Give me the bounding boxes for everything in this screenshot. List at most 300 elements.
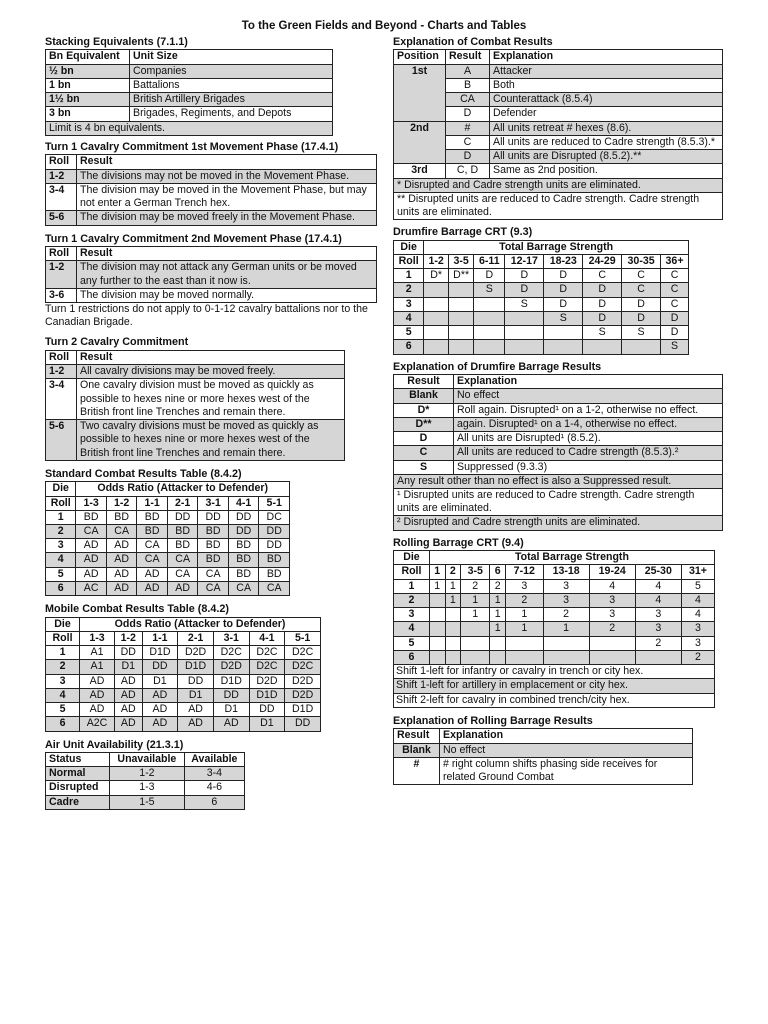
drumfire-expl-table <box>393 374 723 531</box>
table-cell: Roll again. Disrupted¹ on a 1-2, otherwise no effect. <box>454 403 723 417</box>
table-cell <box>429 593 445 607</box>
table-cell: 2 <box>635 636 681 650</box>
table-cell: S <box>394 460 454 474</box>
table-header: Roll <box>46 155 77 169</box>
table-cell: 1-2 <box>110 767 185 781</box>
table-cell: 1 <box>445 579 461 593</box>
table-cell: 2 <box>490 579 506 593</box>
table-cell: BD <box>259 567 290 581</box>
table-cell: No effect <box>454 389 723 403</box>
table-cell: S <box>544 311 583 325</box>
column-header: 1-2 <box>106 496 137 510</box>
table-cell: C <box>622 269 661 283</box>
table-cell: CA <box>198 581 229 595</box>
drumfire-expl-title: Explanation of Drumfire Barrage Results <box>393 360 602 373</box>
table-cell: 1½ bn <box>46 93 130 107</box>
table-cell: A1 <box>80 660 115 674</box>
table-cell: D1D <box>142 646 178 660</box>
table-cell: AD <box>106 567 137 581</box>
table-cell: 3-4 <box>46 183 77 210</box>
table-cell: Defender <box>490 107 723 121</box>
table-cell: S <box>622 326 661 340</box>
table-cell: 3 <box>505 579 543 593</box>
table-cell: 1 <box>394 579 430 593</box>
rolling-table <box>393 550 715 708</box>
table-cell: D <box>622 297 661 311</box>
table-header: Result <box>394 375 454 389</box>
table-cell: D <box>622 311 661 325</box>
table-cell <box>490 636 506 650</box>
table-cell: CA <box>446 93 490 107</box>
cav3-table <box>45 350 345 461</box>
column-header: 25-30 <box>635 565 681 579</box>
table-cell: All cavalry divisions may be moved freely. <box>77 365 345 379</box>
table-cell: AD <box>142 703 178 717</box>
table-cell: C <box>622 283 661 297</box>
table-cell: 5 <box>394 326 424 340</box>
table-cell: Same as 2nd position. <box>490 164 723 178</box>
table-cell: 1-2 <box>46 169 77 183</box>
table-note: Any result other than no effect is also a Suppressed result. <box>394 474 723 488</box>
column-header: 1 <box>429 565 445 579</box>
column-header: 36+ <box>661 255 689 269</box>
table-cell: 5 <box>681 579 714 593</box>
cav1-table <box>45 154 377 225</box>
table-cell <box>505 326 544 340</box>
table-cell: D <box>474 269 505 283</box>
table-header: Die <box>46 482 76 496</box>
table-header: Roll <box>394 255 424 269</box>
column-header: 7-12 <box>505 565 543 579</box>
std-crt-title: Standard Combat Results Table (8.4.2) <box>45 467 242 480</box>
table-cell: The division may be moved in the Movement Phase, but may not enter a German Trench hex. <box>77 183 377 210</box>
table-cell: 2 <box>394 283 424 297</box>
table-cell: 3 <box>46 674 80 688</box>
table-cell: 3 <box>394 297 424 311</box>
column-header: 24-29 <box>583 255 622 269</box>
table-cell: BD <box>228 567 259 581</box>
table-cell <box>429 636 445 650</box>
cav1-title: Turn 1 Cavalry Commitment 1st Movement Phase (17.4.1) <box>45 140 339 153</box>
rolling-title: Rolling Barrage CRT (9.4) <box>393 536 524 549</box>
table-cell: CA <box>137 539 168 553</box>
mob-crt-table <box>45 617 321 732</box>
table-cell: D <box>394 432 454 446</box>
column-header: 18-23 <box>544 255 583 269</box>
table-cell <box>543 636 589 650</box>
table-cell: 3 <box>46 539 76 553</box>
table-cell: 2 <box>589 622 635 636</box>
table-cell: DD <box>167 510 198 524</box>
table-cell: 1-5 <box>110 795 185 809</box>
table-cell: D2D <box>285 688 321 702</box>
table-cell: D1D <box>178 660 214 674</box>
table-cell: Suppressed (9.3.3) <box>454 460 723 474</box>
table-cell: D <box>446 150 490 164</box>
column-header: 3-1 <box>213 631 249 645</box>
table-cell: 3 <box>635 622 681 636</box>
table-cell: S <box>474 283 505 297</box>
column-header: 6 <box>490 565 506 579</box>
table-cell <box>505 311 544 325</box>
table-cell: CA <box>228 581 259 595</box>
table-cell: D <box>583 297 622 311</box>
table-cell: D <box>505 283 544 297</box>
table-cell: AD <box>76 539 107 553</box>
table-cell: 2 <box>461 579 490 593</box>
stacking-header: Unit Size <box>130 50 333 64</box>
cav2-title: Turn 1 Cavalry Commitment 2nd Movement Phase (17.4.1) <box>45 232 342 245</box>
table-cell: CA <box>76 524 107 538</box>
table-cell: A <box>446 64 490 78</box>
table-cell: 5 <box>46 703 80 717</box>
table-cell: 5-6 <box>46 420 77 461</box>
right-column <box>393 36 723 785</box>
table-cell <box>445 650 461 664</box>
air-title: Air Unit Availability (21.3.1) <box>45 738 184 751</box>
table-cell: All units are reduced to Cadre strength (8.5.3).* <box>490 135 723 149</box>
combat-expl-title: Explanation of Combat Results <box>393 36 553 48</box>
table-cell: CA <box>198 567 229 581</box>
table-cell: 3 <box>681 636 714 650</box>
table-cell <box>543 650 589 664</box>
table-cell: AD <box>167 581 198 595</box>
table-cell <box>424 340 449 354</box>
table-cell: 2 <box>394 593 430 607</box>
table-cell: Blank <box>394 389 454 403</box>
table-cell: 4 <box>394 622 430 636</box>
table-cell: 4 <box>635 593 681 607</box>
table-note: ² Disrupted and Cadre strength units are eliminated. <box>394 516 723 530</box>
table-note: * Disrupted and Cadre strength units are eliminated. <box>394 178 723 192</box>
column-header: 12-17 <box>505 255 544 269</box>
table-cell: Companies <box>130 64 333 78</box>
table-cell: A2C <box>80 717 115 731</box>
table-cell: DD <box>178 674 214 688</box>
table-cell: BD <box>198 524 229 538</box>
table-cell <box>622 340 661 354</box>
table-cell: 2 <box>46 524 76 538</box>
table-cell: again. Disrupted¹ on a 1-4, otherwise no effect. <box>454 417 723 431</box>
table-header: Result <box>77 350 345 364</box>
table-header: Unavailable <box>110 753 185 767</box>
table-cell: 6 <box>394 340 424 354</box>
table-cell: 4 <box>635 579 681 593</box>
table-cell: 5-6 <box>46 211 77 225</box>
table-cell: D2D <box>285 674 321 688</box>
table-cell <box>445 636 461 650</box>
table-cell <box>474 340 505 354</box>
table-cell: 1 <box>461 608 490 622</box>
table-cell: The division may not attack any German units or be moved any further to the east than it now is. <box>77 261 377 288</box>
table-cell: C, D <box>446 164 490 178</box>
table-cell: 3-6 <box>46 288 77 302</box>
column-header: 13-18 <box>543 565 589 579</box>
table-cell: D <box>583 283 622 297</box>
table-cell: CA <box>167 567 198 581</box>
table-cell: CA <box>137 553 168 567</box>
table-cell: D <box>661 326 689 340</box>
table-cell: AD <box>106 539 137 553</box>
mob-crt-title: Mobile Combat Results Table (8.4.2) <box>45 603 229 616</box>
table-cell: S <box>661 340 689 354</box>
table-cell: 5 <box>46 567 76 581</box>
column-header: 2 <box>445 565 461 579</box>
air-table <box>45 752 245 810</box>
table-cell: 1 <box>445 593 461 607</box>
table-cell: 6 <box>394 650 430 664</box>
table-cell: CA <box>106 524 137 538</box>
table-cell <box>505 650 543 664</box>
table-cell: # <box>446 121 490 135</box>
column-header: 6-11 <box>474 255 505 269</box>
table-header: Roll <box>46 350 77 364</box>
table-cell: No effect <box>440 743 693 757</box>
table-header: Die <box>46 617 80 631</box>
table-cell: The division may be moved normally. <box>77 288 377 302</box>
left-column <box>45 36 377 810</box>
table-cell: DD <box>198 510 229 524</box>
table-cell: 3 bn <box>46 107 130 121</box>
table-cell <box>448 340 473 354</box>
table-cell: One cavalry division must be moved as quickly as possible to hexes nine or more hexes west of the British front line Trenches and remain there. <box>77 379 345 420</box>
table-header: Total Barrage Strength <box>424 240 689 254</box>
table-cell: D <box>544 283 583 297</box>
table-cell: ½ bn <box>46 64 130 78</box>
table-cell: CA <box>167 553 198 567</box>
column-header: 3-5 <box>461 565 490 579</box>
table-cell: DD <box>228 524 259 538</box>
table-cell <box>635 650 681 664</box>
table-cell: A1 <box>80 646 115 660</box>
table-cell: 2 <box>505 593 543 607</box>
column-header: 4-1 <box>228 496 259 510</box>
table-header: Odds Ratio (Attacker to Defender) <box>80 617 321 631</box>
table-cell: D1 <box>142 674 178 688</box>
table-cell: D1D <box>285 703 321 717</box>
column-header: 1-3 <box>80 631 115 645</box>
table-cell: D** <box>448 269 473 283</box>
table-cell: AD <box>106 553 137 567</box>
table-header: Position <box>394 50 446 64</box>
column-header: 5-1 <box>259 496 290 510</box>
combat-expl-table <box>393 49 723 220</box>
table-cell <box>589 636 635 650</box>
table-cell <box>424 326 449 340</box>
table-cell: The division may be moved freely in the Movement Phase. <box>77 211 377 225</box>
table-cell: B <box>446 78 490 92</box>
table-cell <box>461 650 490 664</box>
table-header: Roll <box>46 631 80 645</box>
table-cell <box>445 608 461 622</box>
table-cell: AD <box>114 688 142 702</box>
rolling-expl-title: Explanation of Rolling Barrage Results <box>393 714 593 727</box>
table-cell: BD <box>198 553 229 567</box>
table-cell: D <box>544 297 583 311</box>
table-header: Total Barrage Strength <box>429 551 714 565</box>
stacking-table <box>45 49 333 135</box>
table-cell: AD <box>178 703 214 717</box>
cav2-table <box>45 246 377 303</box>
column-header: 1-1 <box>142 631 178 645</box>
table-cell <box>505 340 544 354</box>
table-cell: DD <box>249 703 285 717</box>
table-cell: 2 <box>543 608 589 622</box>
table-cell: AD <box>137 567 168 581</box>
table-cell: 3rd <box>394 164 446 178</box>
table-cell: 2 <box>46 660 80 674</box>
table-cell: DD <box>259 539 290 553</box>
table-cell: Counterattack (8.5.4) <box>490 93 723 107</box>
column-header: 31+ <box>681 565 714 579</box>
table-cell: 4-6 <box>184 781 244 795</box>
table-cell: AD <box>178 717 214 731</box>
table-note: ¹ Disrupted units are reduced to Cadre strength. Cadre strength units are eliminated. <box>394 489 723 516</box>
table-cell: BD <box>167 539 198 553</box>
table-cell: 1 <box>490 593 506 607</box>
table-cell: D1D <box>213 674 249 688</box>
table-cell: D2D <box>249 674 285 688</box>
table-cell: D <box>505 269 544 283</box>
table-cell: Normal <box>46 767 110 781</box>
table-cell: 1 <box>46 510 76 524</box>
table-header: Explanation <box>454 375 723 389</box>
table-cell: BD <box>228 539 259 553</box>
table-cell: 1 <box>505 622 543 636</box>
table-cell: S <box>583 326 622 340</box>
table-header: Odds Ratio (Attacker to Defender) <box>76 482 290 496</box>
table-cell: C <box>661 269 689 283</box>
table-note: Shift 2-left for cavalry in combined trench/city hex. <box>394 693 715 707</box>
table-cell: 1 <box>490 608 506 622</box>
table-cell: Both <box>490 78 723 92</box>
table-cell: BD <box>167 524 198 538</box>
table-cell: 3 <box>589 608 635 622</box>
table-cell: BD <box>76 510 107 524</box>
table-cell: DD <box>213 688 249 702</box>
table-cell: All units are Disrupted¹ (8.5.2). <box>454 432 723 446</box>
table-cell: D2C <box>285 646 321 660</box>
table-cell: 2 <box>681 650 714 664</box>
table-cell <box>544 340 583 354</box>
table-cell: # <box>394 757 440 784</box>
table-cell: CA <box>259 581 290 595</box>
table-cell: DC <box>259 510 290 524</box>
cav3-title: Turn 2 Cavalry Commitment <box>45 336 189 349</box>
table-cell: 1-2 <box>46 261 77 288</box>
column-header: 1-3 <box>76 496 107 510</box>
table-cell: 1st <box>394 64 446 121</box>
table-cell: AD <box>114 717 142 731</box>
table-cell: 2nd <box>394 121 446 164</box>
table-cell <box>424 283 449 297</box>
table-cell: C <box>661 283 689 297</box>
table-cell: D <box>446 107 490 121</box>
table-cell: C <box>446 135 490 149</box>
table-cell <box>445 622 461 636</box>
table-cell: 4 <box>589 579 635 593</box>
table-header: Explanation <box>490 50 723 64</box>
table-note: ** Disrupted units are reduced to Cadre strength. Cadre strength units are eliminated. <box>394 192 723 219</box>
column-header: 1-2 <box>114 631 142 645</box>
table-cell: 4 <box>46 688 80 702</box>
table-cell: 1 <box>461 593 490 607</box>
table-cell: C <box>394 446 454 460</box>
table-cell: D** <box>394 417 454 431</box>
column-header: 3-5 <box>448 255 473 269</box>
table-cell: 3 <box>543 579 589 593</box>
table-cell <box>429 650 445 664</box>
table-cell <box>544 326 583 340</box>
table-cell: AD <box>76 553 107 567</box>
table-cell: C <box>583 269 622 283</box>
table-cell: BD <box>137 524 168 538</box>
table-cell: AC <box>76 581 107 595</box>
table-cell: D2D <box>213 660 249 674</box>
table-cell: 3 <box>635 608 681 622</box>
table-cell: 4 <box>46 553 76 567</box>
table-cell: Brigades, Regiments, and Depots <box>130 107 333 121</box>
table-cell: 3 <box>543 593 589 607</box>
table-cell <box>448 311 473 325</box>
table-cell: 6 <box>46 581 76 595</box>
table-cell: 1 <box>505 608 543 622</box>
table-header: Explanation <box>440 729 693 743</box>
table-cell <box>448 297 473 311</box>
table-cell: 3 <box>394 608 430 622</box>
table-cell <box>505 636 543 650</box>
table-cell: 3-4 <box>184 767 244 781</box>
table-cell: D2C <box>249 660 285 674</box>
table-cell: D1 <box>114 660 142 674</box>
table-cell: The divisions may not be moved in the Movement Phase. <box>77 169 377 183</box>
table-cell: 1-3 <box>110 781 185 795</box>
table-cell: 4 <box>681 593 714 607</box>
stacking-title: Stacking Equivalents (7.1.1) <box>45 36 188 48</box>
table-cell: 1 <box>490 622 506 636</box>
table-cell: Battalions <box>130 78 333 92</box>
table-cell: Cadre <box>46 795 110 809</box>
std-crt-table <box>45 481 290 596</box>
table-cell: AD <box>142 688 178 702</box>
table-cell: D1 <box>213 703 249 717</box>
table-cell: All units are reduced to Cadre strength (8.5.3).² <box>454 446 723 460</box>
table-cell: 6 <box>46 717 80 731</box>
column-header: 5-1 <box>285 631 321 645</box>
table-cell: AD <box>106 581 137 595</box>
table-cell: D1D <box>249 688 285 702</box>
table-cell: BD <box>259 553 290 567</box>
table-cell: D2D <box>178 646 214 660</box>
column-header: 2-1 <box>178 631 214 645</box>
table-cell <box>424 297 449 311</box>
table-cell <box>474 326 505 340</box>
table-header: Result <box>77 155 377 169</box>
table-cell <box>490 650 506 664</box>
table-cell: 5 <box>394 636 430 650</box>
table-cell: D1 <box>249 717 285 731</box>
table-header: Available <box>184 753 244 767</box>
table-cell <box>448 326 473 340</box>
column-header: 1-2 <box>424 255 449 269</box>
table-header: Roll <box>46 247 77 261</box>
table-cell: DD <box>228 510 259 524</box>
table-cell: BD <box>106 510 137 524</box>
column-header: 3-1 <box>198 496 229 510</box>
table-cell: DD <box>142 660 178 674</box>
table-cell <box>429 608 445 622</box>
table-cell: D* <box>424 269 449 283</box>
